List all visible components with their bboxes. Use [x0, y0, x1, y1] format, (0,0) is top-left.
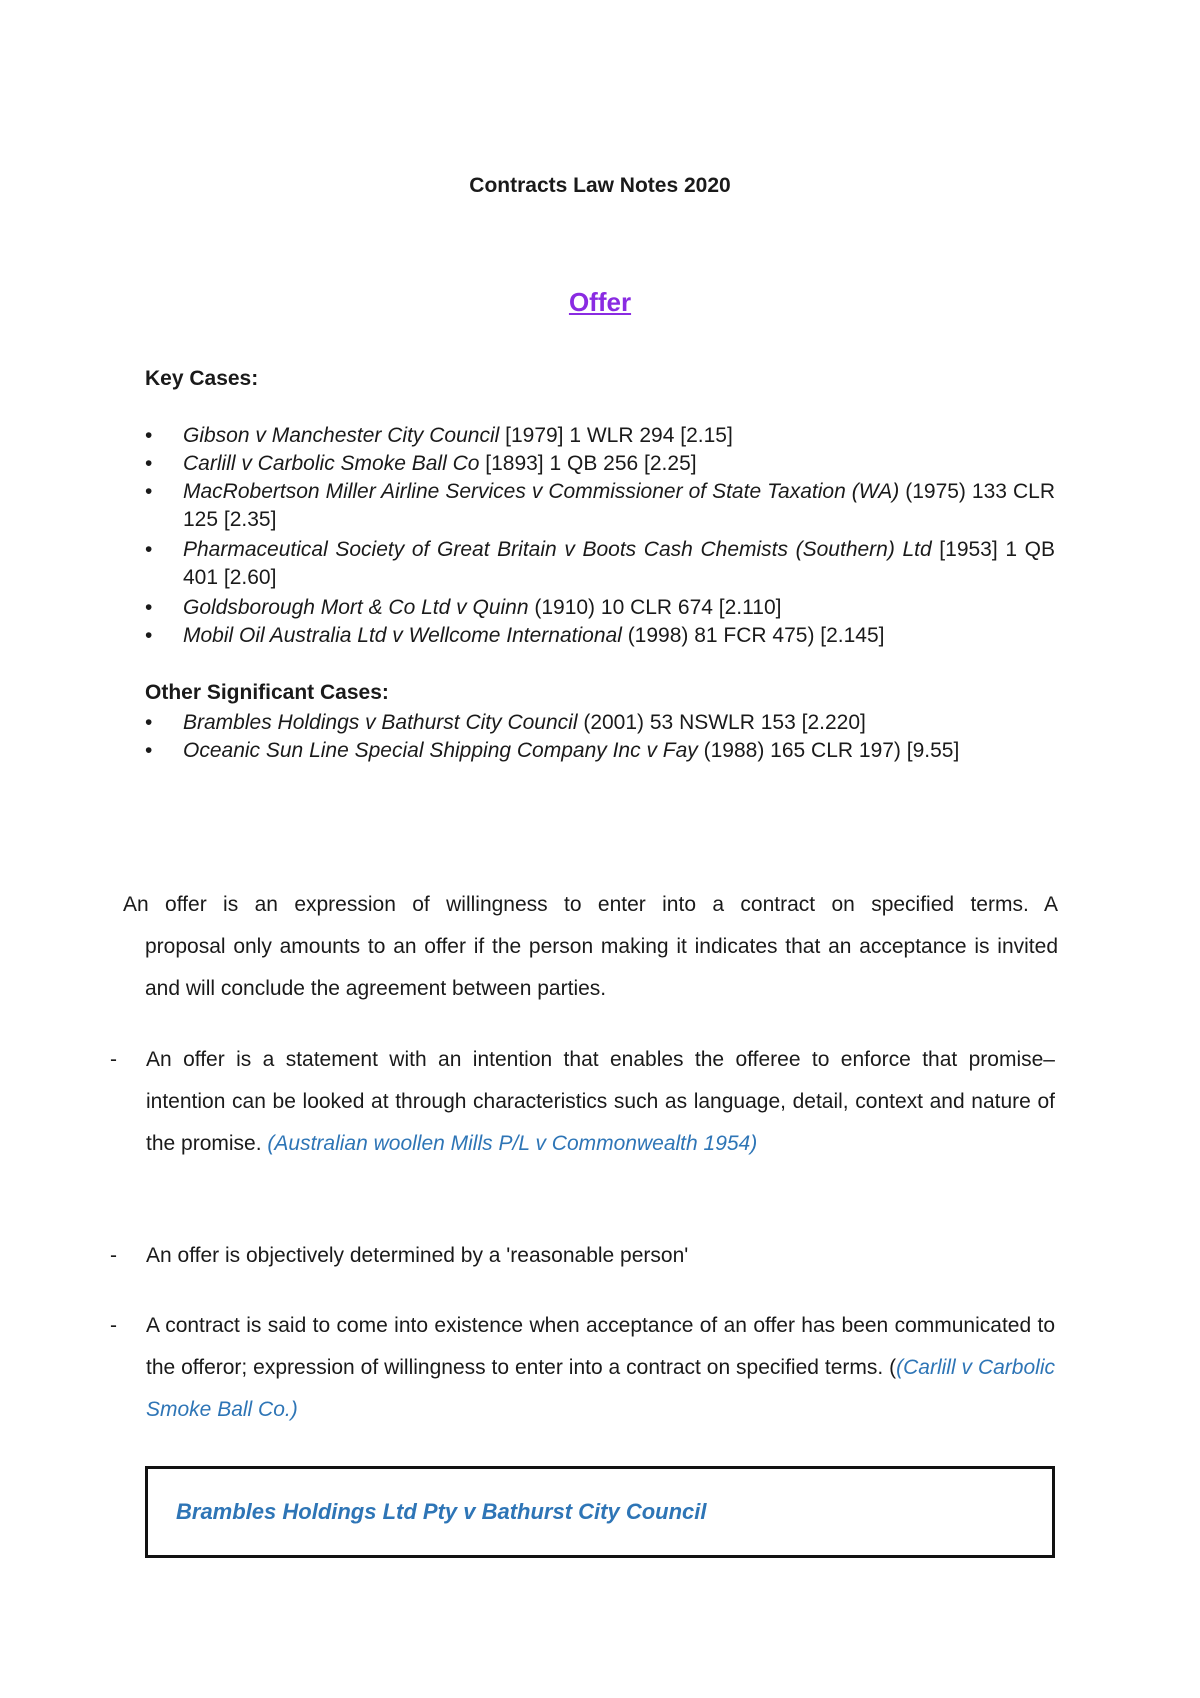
list-item [145, 450, 1055, 478]
case-citation: (2001) 53 NSWLR 153 [2.220] [577, 711, 866, 734]
point-text: A contract is said to come into existence when acceptance of an offer has been communicated to the offeror; expression of willingness to enter into a contract on specified terms. ( [146, 1314, 1055, 1379]
dash-marker: - [110, 1048, 117, 1071]
case-citation: (1910) 10 CLR 674 [2.110] [528, 596, 782, 619]
case-box-title: Brambles Holdings Ltd Pty v Bathurst City Council [176, 1499, 707, 1524]
bullet-icon: • [145, 480, 153, 503]
case-box [145, 1466, 1055, 1558]
bullet-icon: • [145, 624, 153, 647]
list-item [145, 422, 1055, 450]
list-item [145, 709, 1055, 737]
document-title: Contracts Law Notes 2020 [469, 174, 731, 197]
point-reference: (Carlill v Carbolic Smoke Ball Co.) [146, 1356, 1055, 1421]
bullet-icon: • [145, 424, 153, 447]
case-name: Pharmaceutical Society of Great Britain v Boots Cash Chemists (Southern) Ltd [183, 538, 932, 561]
list-item [145, 478, 1055, 534]
point-body [146, 1235, 1055, 1277]
point-item [110, 1305, 1055, 1431]
case-name: Gibson v Manchester City Council [183, 424, 500, 447]
list-item [145, 536, 1055, 592]
point-reference: (Australian woollen Mills P/L v Commonwealth 1954) [267, 1132, 758, 1155]
other-cases-heading: Other Significant Cases: [145, 681, 389, 704]
intro-paragraph [123, 884, 1058, 1010]
case-citation: (1988) 165 CLR 197) [9.55] [697, 739, 960, 762]
point-body [146, 1039, 1055, 1165]
case-name: MacRobertson Miller Airline Services v Commissioner of State Taxation (WA) [183, 480, 900, 503]
case-name: Mobil Oil Australia Ltd v Wellcome International [183, 624, 622, 647]
case-name: Brambles Holdings v Bathurst City Council [183, 711, 578, 734]
bullet-icon: • [145, 711, 153, 734]
intro-first-line: An offer is an expression of willingness to enter into a contract on specified terms. A [123, 893, 1058, 916]
point-body [146, 1305, 1055, 1431]
bullet-icon: • [145, 452, 153, 475]
case-name: Carlill v Carbolic Smoke Ball Co [183, 452, 480, 475]
point-text: An offer is objectively determined by a 'reasonable person' [146, 1244, 689, 1267]
other-cases-list [145, 709, 1055, 765]
dash-marker: - [110, 1244, 117, 1267]
case-citation: (1975) 133 CLR 125 [2.35] [183, 480, 1055, 531]
point-item [110, 1235, 1055, 1277]
case-citation: [1953] 1 QB 401 [2.60] [183, 538, 1055, 589]
bullet-icon: • [145, 596, 153, 619]
bullet-icon: • [145, 739, 153, 762]
case-citation: [1979] 1 WLR 294 [2.15] [499, 424, 733, 447]
list-item [145, 622, 1055, 650]
bullet-icon: • [145, 538, 153, 561]
dash-marker: - [110, 1314, 117, 1337]
list-item [145, 737, 1055, 765]
key-cases-heading: Key Cases: [145, 367, 259, 390]
intro-rest: proposal only amounts to an offer if the person making it indicates that an acceptance is invited and will conclude the agreement between parties. [145, 935, 1058, 1000]
point-item [110, 1039, 1055, 1165]
list-item [145, 594, 1055, 622]
point-text: An offer is a statement with an intention that enables the offeree to enforce that promise– intention can be looked at through characteristics such as language, detail, context and nature of the promise. [146, 1048, 1055, 1155]
case-name: Goldsborough Mort & Co Ltd v Quinn [183, 596, 529, 619]
case-citation: [1893] 1 QB 256 [2.25] [479, 452, 697, 475]
case-name: Oceanic Sun Line Special Shipping Company Inc v Fay [183, 739, 698, 762]
section-heading-offer: Offer [568, 287, 632, 317]
key-cases-list [145, 422, 1055, 650]
case-citation: (1998) 81 FCR 475) [2.145] [621, 624, 885, 647]
